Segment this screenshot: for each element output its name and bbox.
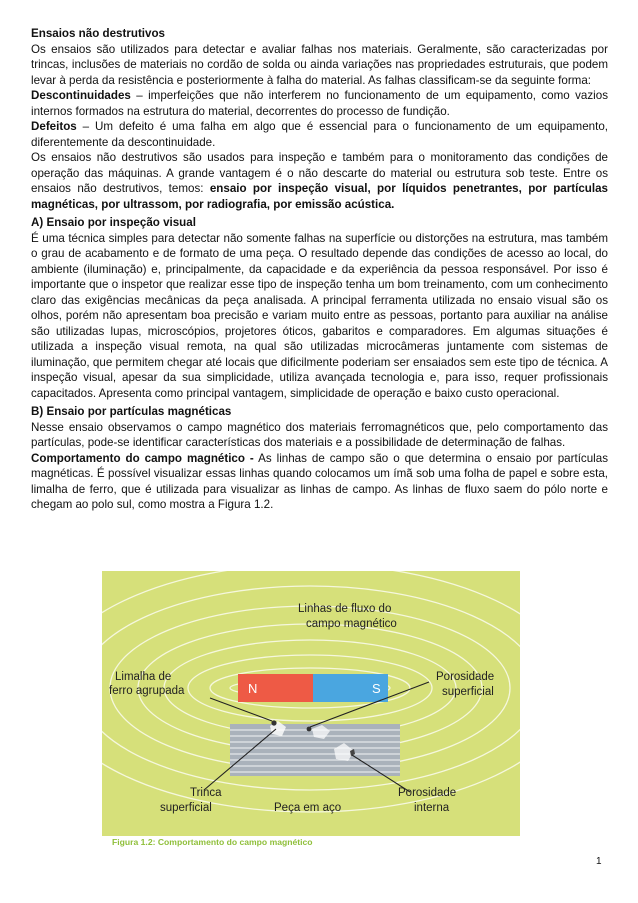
comportamento-paragraph: Comportamento do campo magnético - As linhas de campo são o que determina o ensaio por partículas magnéticas. É possível visualizar essas linhas quando colocamos um ímã sob uma folha de papel e sobre esta, limalha de ferro, que é utilizada para visualizar as linhas de campo. As linhas de fluxo saem do pólo norte e chegam ao polo sul, como mostra a Figura 1.2. <box>31 451 608 511</box>
flux-label-line-2: campo magnético <box>306 618 397 630</box>
comportamento-term: Comportamento do campo magnético - <box>31 451 254 465</box>
flux-label-line-1: Linhas de fluxo do <box>298 603 392 615</box>
intro-paragraph: Os ensaios são utilizados para detectar e avaliar falhas nos materiais. Geralmente, são caracterizadas por trincas, inclusões de materiais no cordão de solda ou ainda variações nas propriedades estruturais, que podem levar à perda da resistência e posteriormente à falha do material. As falhas classificam-se da seguinte forma: <box>31 42 608 87</box>
descontinuidades-paragraph: Descontinuidades – imperfeições que não interferem no funcionamento de um equipamento, como vazios internos formados na estrutura do material, decorrentes do processo de fundição. <box>31 89 608 118</box>
steel-part <box>230 720 400 776</box>
section-b-title: B) Ensaio por partículas magnéticas <box>31 405 232 418</box>
document-body <box>31 26 608 513</box>
document-title: Ensaios não destrutivos <box>31 27 166 40</box>
section-a-paragraph: É uma técnica simples para detectar não somente falhas na superfície ou distorções na estrutura, mas também o grau de acabamento e de formato de uma peça. O resultado depende das condições de acesso ao local, do ambiente (iluminação) e, principalmente, da capacidade e da experiência da pessoa responsável. Por isso é importante que o inspetor que realizar esse tipo de inspeção tenha um bom treinamento, com um conhecimento claro das exigências mecânicas da peça analisada. A principal ferramenta utilizada no ensaio visual são os olhos, porém não apresentam boa precisão e variam muito entre as pessoas, portanto para auxiliar na análise são utilizadas lupas, microscópios, projetores óticos, gabaritos e comparadores. Em algumas situações é utilizada a inspeção visual remota, na qual são utilizadas microcâmeras juntamente com sistemas de iluminação, que permitem chegar até locais que dificilmente poderiam ser ensaiados sem este tipo de técnica. A inspeção visual, apesar da sua simplicidade, utiliza avançada tecnologia e, para isso, requer profissionais capacitados. Apresenta como principal vantagem, simplicidade de operação e baixo custo operacional. <box>31 231 608 400</box>
figure-illustration <box>102 571 520 836</box>
trinca-label-line-2: superficial <box>160 802 212 814</box>
defeitos-paragraph: Defeitos – Um defeito é uma falha em algo que é essencial para o funcionamento de um equipamento, diferentemente da descontinuidade. <box>31 120 608 149</box>
types-list: ensaio por inspeção visual, por líquidos penetrantes, por partículas magnéticas, por ultrassom, por radiografia, por emissão acústica. <box>31 182 609 211</box>
magnetic-field-figure <box>102 571 520 853</box>
south-label: S <box>372 681 381 696</box>
limalha-label-line-2: ferro agrupada <box>109 685 185 697</box>
porosidade-superficial-label-line-1: Porosidade <box>436 671 495 683</box>
page-number: 1 <box>596 856 602 867</box>
peca-label: Peça em aço <box>274 802 342 814</box>
figure-caption: Figura 1.2: Comportamento do campo magnético <box>112 837 313 847</box>
types-paragraph: Os ensaios não destrutivos são usados para inspeção e também para o monitoramento das condições de operação das máquinas. A grande vantagem é o não descarte do material ou estrutura sob teste. Entre os ensaios não destrutivos, temos: ensaio por inspeção visual, por líquidos penetrantes, por partículas magnéticas, por ultrassom, por radiografia, por emissão acústica. <box>31 151 609 211</box>
north-label: N <box>248 681 258 696</box>
porosidade-interna-label-line-1: Porosidade <box>398 787 457 799</box>
limalha-label-line-1: Limalha de <box>115 671 172 683</box>
defeitos-term: Defeitos <box>31 120 77 133</box>
porosidade-interna-label-line-2: interna <box>414 802 450 814</box>
section-a-title: A) Ensaio por inspeção visual <box>31 216 196 229</box>
section-b-paragraph: Nesse ensaio observamos o campo magnético dos materiais ferromagnéticos que, pelo comportamento das partículas, pode-se identificar características dos materiais e a possibilidade de determinação de falhas. <box>31 420 608 449</box>
porosidade-superficial-label-line-2: superficial <box>442 686 494 698</box>
descontinuidades-term: Descontinuidades <box>31 89 131 102</box>
trinca-label-line-1: Trinca <box>190 787 222 799</box>
